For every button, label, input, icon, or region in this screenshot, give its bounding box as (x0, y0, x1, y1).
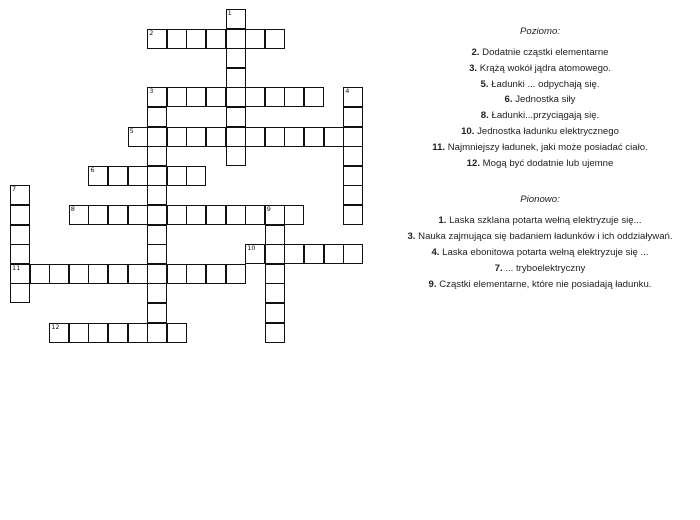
grid-cell[interactable] (69, 323, 89, 343)
grid-cell[interactable] (10, 205, 30, 225)
grid-cell[interactable] (108, 264, 128, 284)
clue-number: 1. (438, 215, 447, 227)
clue-number: 2. (471, 47, 480, 58)
grid-cell[interactable] (265, 29, 285, 49)
grid-cell[interactable] (206, 205, 226, 225)
grid-cell[interactable] (147, 166, 167, 186)
grid-cell[interactable] (10, 185, 30, 205)
down-heading: Pionowo: (520, 194, 560, 206)
grid-cell[interactable] (147, 283, 167, 303)
down-clue (380, 261, 700, 277)
grid-cell[interactable] (304, 127, 324, 147)
grid-cell[interactable] (147, 205, 167, 225)
grid-cell[interactable] (128, 205, 148, 225)
grid-cell[interactable] (10, 244, 30, 264)
clue-number-label: 11 (12, 263, 21, 272)
across-clue (380, 140, 700, 156)
clue-text: Nauka zajmująca się badaniem ładunków i ich oddziaływań. (415, 231, 673, 243)
clue-number-label: 2 (149, 28, 154, 37)
grid-cell[interactable] (10, 283, 30, 303)
clue-number: 7. (494, 262, 503, 274)
grid-cell[interactable] (343, 107, 363, 127)
grid-cell[interactable] (284, 127, 304, 147)
grid-cell[interactable] (226, 127, 246, 147)
grid-cell[interactable] (88, 264, 108, 284)
down-clue-list (380, 213, 700, 292)
across-heading: Poziomo: (520, 26, 560, 37)
clue-number: 10. (461, 125, 475, 137)
grid-cell[interactable] (265, 264, 285, 284)
across-clue-list (380, 45, 700, 171)
clue-text: Jednostka siły (512, 94, 576, 106)
down-clue (380, 229, 700, 245)
grid-cell[interactable] (265, 205, 285, 225)
clue-number-label: 7 (12, 185, 17, 194)
grid-cell[interactable] (147, 303, 167, 323)
grid-cell[interactable] (206, 87, 226, 107)
grid-cell[interactable] (147, 244, 167, 264)
grid-cell[interactable] (147, 225, 167, 245)
grid-cell[interactable] (226, 48, 246, 68)
grid-cell[interactable] (167, 323, 187, 343)
across-clue (380, 124, 700, 140)
grid-cell[interactable] (88, 205, 108, 225)
clue-text: ... tryboelektryczny (502, 262, 586, 274)
grid-cell[interactable] (265, 225, 285, 245)
clue-number-label: 1 (227, 9, 232, 17)
grid-cell[interactable] (147, 323, 167, 343)
clue-text: Ładunki ... odpychają się. (488, 78, 600, 90)
grid-cell[interactable] (186, 29, 206, 49)
clue-text: Najmniejszy ładunek, jaki może posiadać ciało. (445, 141, 648, 153)
grid-cell[interactable] (108, 323, 128, 343)
clue-number: 9. (428, 278, 437, 290)
grid-cell[interactable] (226, 107, 246, 127)
grid-cell[interactable] (343, 127, 363, 147)
grid-cell[interactable] (186, 205, 206, 225)
clue-number-label: 6 (90, 165, 95, 174)
clue-text: Cząstki elementarne, które nie posiadają ładunku. (436, 278, 652, 290)
clue-number-label: 3 (149, 87, 154, 96)
grid-cell[interactable] (343, 185, 363, 205)
grid-cell[interactable] (343, 166, 363, 186)
across-clue (380, 77, 700, 93)
across-clue (380, 61, 700, 77)
clue-text: Dodatnie cząstki elementarne (479, 47, 609, 58)
grid-cell[interactable] (128, 166, 148, 186)
grid-cell[interactable] (245, 29, 265, 49)
grid-cell[interactable] (10, 264, 30, 284)
clue-text: Ładunki...przyciągają się. (488, 110, 600, 122)
across-clue (380, 108, 700, 124)
grid-cell[interactable] (284, 205, 304, 225)
grid-cell[interactable] (128, 264, 148, 284)
clue-number: 8. (480, 110, 489, 122)
grid-cell[interactable] (147, 127, 167, 147)
across-clue (380, 156, 700, 172)
grid-cell[interactable] (30, 264, 50, 284)
grid-cell[interactable] (304, 244, 324, 264)
grid-cell[interactable] (167, 29, 187, 49)
grid-cell[interactable] (226, 87, 246, 107)
grid-cell[interactable] (147, 107, 167, 127)
grid-cell[interactable] (147, 264, 167, 284)
grid-cell[interactable] (88, 323, 108, 343)
grid-cell[interactable] (265, 244, 285, 264)
grid-cell[interactable] (343, 87, 363, 107)
grid-cell[interactable] (10, 225, 30, 245)
grid-cell[interactable] (167, 205, 187, 225)
grid-cell[interactable] (324, 127, 344, 147)
clue-number-label: 10 (247, 244, 256, 253)
grid-cell[interactable] (167, 87, 187, 107)
grid-cell[interactable] (186, 87, 206, 107)
clue-number: 3. (469, 62, 478, 74)
grid-cell[interactable] (245, 205, 265, 225)
grid-cell[interactable] (128, 127, 148, 147)
grid-cell[interactable] (226, 264, 246, 284)
down-clue (380, 213, 700, 229)
grid-cell[interactable] (49, 264, 69, 284)
grid-cell[interactable] (265, 127, 285, 147)
grid-cell[interactable] (49, 323, 69, 343)
across-clue (380, 45, 700, 61)
clue-text: Laska ebonitowa potarta wełną elektryzuje się ... (439, 246, 649, 258)
clue-number-label: 5 (129, 126, 134, 135)
grid-cell[interactable] (186, 166, 206, 186)
grid-cell[interactable] (88, 166, 108, 186)
clue-text: Jednostka ładunku elektrycznego (474, 125, 619, 137)
clue-number: 12. (466, 157, 480, 169)
grid-cell[interactable] (226, 205, 246, 225)
grid-cell[interactable] (245, 244, 265, 264)
clue-number-label: 8 (70, 205, 75, 213)
grid-cell[interactable] (245, 127, 265, 147)
grid-cell[interactable] (108, 166, 128, 186)
grid-cell[interactable] (147, 185, 167, 205)
down-clue (380, 277, 700, 293)
grid-cell[interactable] (343, 244, 363, 264)
grid-cell[interactable] (186, 127, 206, 147)
crossword-grid (0, 0, 380, 340)
grid-cell[interactable] (245, 87, 265, 107)
grid-cell[interactable] (206, 264, 226, 284)
grid-cell[interactable] (324, 244, 344, 264)
grid-cell[interactable] (265, 303, 285, 323)
clue-number: 3. (407, 231, 416, 243)
clues-panel (380, 25, 700, 292)
clue-number: 5. (480, 78, 489, 90)
grid-cell[interactable] (147, 87, 167, 107)
grid-cell[interactable] (226, 29, 246, 49)
clue-number-label: 9 (266, 205, 271, 213)
clue-number: 11. (432, 141, 446, 153)
clue-number-label: 12 (51, 322, 60, 331)
grid-cell[interactable] (128, 323, 148, 343)
clue-number: 6. (504, 94, 513, 106)
grid-cell[interactable] (69, 264, 89, 284)
clue-text: Laska szklana potarta wełną elektryzuje się... (446, 215, 642, 227)
grid-cell[interactable] (226, 68, 246, 88)
grid-cell[interactable] (69, 205, 89, 225)
grid-cell[interactable] (167, 127, 187, 147)
grid-cell[interactable] (284, 87, 304, 107)
grid-cell[interactable] (343, 146, 363, 166)
grid-cell[interactable] (206, 29, 226, 49)
grid-cell[interactable] (186, 264, 206, 284)
grid-cell[interactable] (167, 264, 187, 284)
grid-cell[interactable] (167, 166, 187, 186)
grid-cell[interactable] (226, 9, 246, 29)
grid-cell[interactable] (284, 244, 304, 264)
grid-cell[interactable] (343, 205, 363, 225)
grid-cell[interactable] (265, 87, 285, 107)
clue-text: Mogą być dodatnie lub ujemne (480, 157, 614, 169)
clue-text: Krążą wokół jądra atomowego. (477, 62, 611, 74)
across-clue (380, 92, 700, 108)
grid-cell[interactable] (147, 146, 167, 166)
clue-number-label: 4 (345, 87, 350, 96)
grid-cell[interactable] (108, 205, 128, 225)
grid-cell[interactable] (265, 283, 285, 303)
clue-number: 4. (431, 246, 440, 258)
grid-cell[interactable] (226, 146, 246, 166)
grid-cell[interactable] (206, 127, 226, 147)
grid-cell[interactable] (147, 29, 167, 49)
down-clue (380, 245, 700, 261)
grid-cell[interactable] (265, 323, 285, 343)
grid-cell[interactable] (304, 87, 324, 107)
